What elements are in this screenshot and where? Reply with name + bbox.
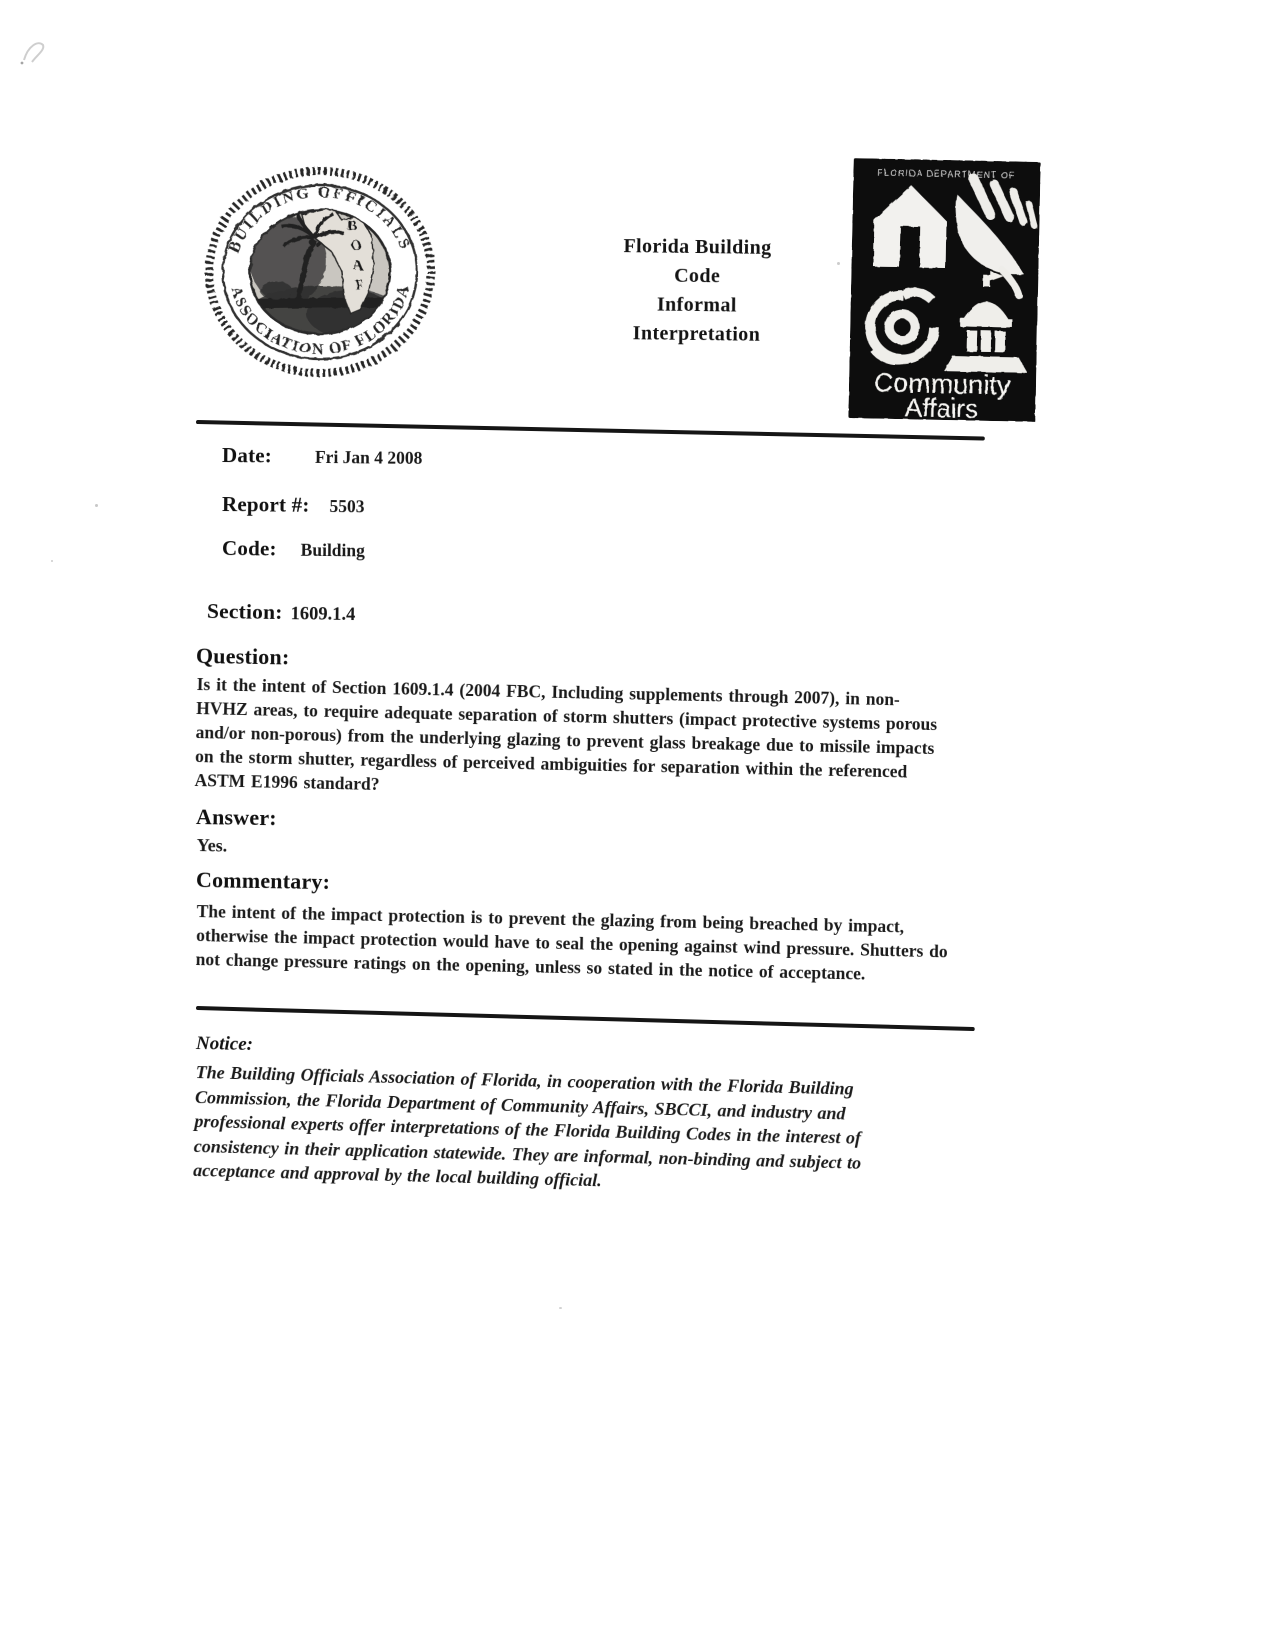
seal-bottom-text: ASSOCIATION OF FLORIDA [227,282,414,359]
field-row-code [222,536,365,562]
section-value: 1609.1.4 [290,604,356,626]
logo-name-line2: Affairs [904,392,979,422]
field-row-section [207,599,356,626]
logo-caption: FLORIDA DEPARTMENT OF [877,167,1016,181]
notice-divider [196,1006,975,1031]
document-title: Florida Building Code Informal Interpretation [623,235,772,346]
date-value: Fri Jan 4 2008 [314,446,423,468]
report-number-value: 5503 [329,496,365,517]
field-row-report [222,492,365,518]
question-text: Is it the intent of Section 1609.1.4 (2004 FBC, Including supplements through 2007), in non-HVHZ areas, to require adequate separation of storm shutters (impact protective systems porous and/or non-porous) from the underlying glazing to prevent glass breakage due to missile impacts on the storm shutter, regardless of perceived ambiguities for separation within the referenced ASTM E1996 standard? [194,673,938,795]
map-letter: A [352,258,364,274]
scan-artifact-squiggle [18,36,52,70]
commentary-text: The intent of the impact protection is to prevent the glazing from being breached by impact, otherwise the impact protection would have to seal the opening against wind pressure. Shutters do not change pressure ratings on the opening, unless so stated in the notice of acceptance. [195,900,948,984]
scan-artifact-speck [51,560,53,562]
boaf-association-seal [201,161,439,387]
commentary-heading: Commentary: [195,867,331,895]
answer-heading: Answer: [195,804,278,831]
question-heading: Question: [195,643,290,670]
header-divider [196,420,985,441]
scan-artifact-speck [837,262,840,265]
code-label: Code: [221,536,277,561]
field-row-date [222,443,423,470]
map-letter: O [350,238,362,254]
seal-top-text: BUILDING OFFICIALS [225,183,415,255]
report-number-label: Report #: [221,492,310,517]
logo-name-line1: Community [873,367,1011,401]
scan-artifact-speck [95,504,98,507]
map-letter: F [355,278,364,294]
code-value: Building [300,539,365,561]
scan-artifact-speck [559,1307,562,1309]
notice-text: The Building Officials Association of Florida, in cooperation with the Florida Building Commission, the Florida Department of Community Affairs, SBCCI, and industry and professional experts offer interpretations of the Florida Building Codes in the interest of consistency in their application statewide. They are informal, non-binding and subject to acceptance and approval by the local building official. [192,1061,862,1191]
community-affairs-logo [848,158,1040,422]
date-label: Date: [221,443,273,468]
answer-text: Yes. [196,834,228,856]
notice-heading: Notice: [195,1033,254,1056]
section-label: Section: [206,599,283,625]
map-letter: B [347,218,357,234]
